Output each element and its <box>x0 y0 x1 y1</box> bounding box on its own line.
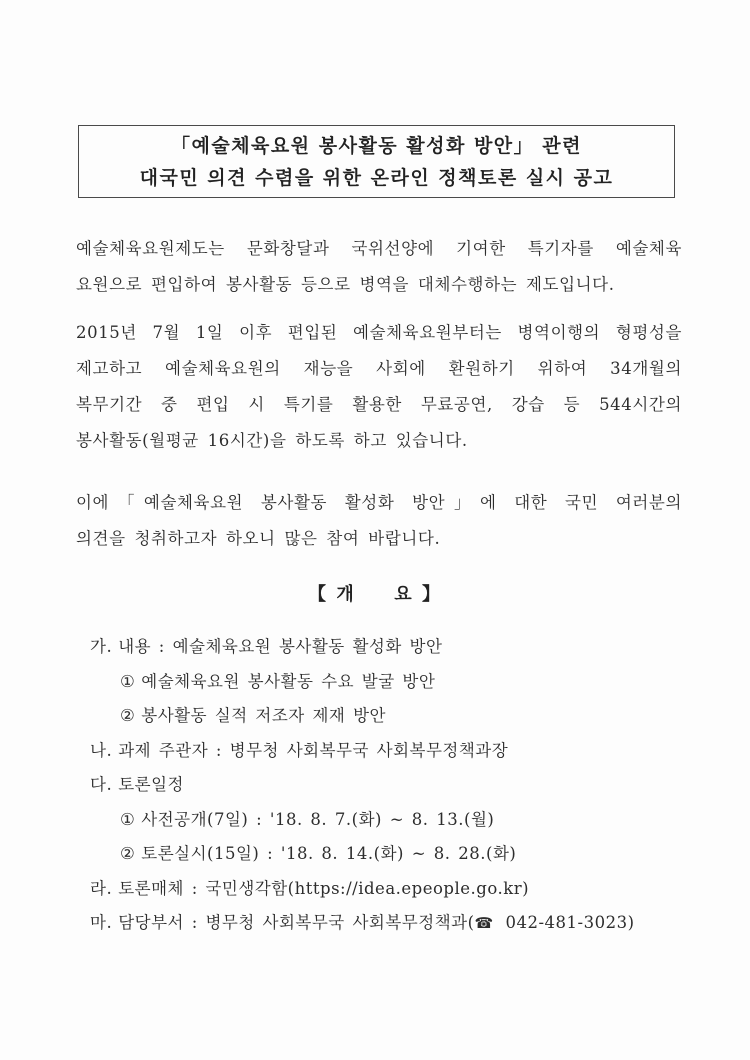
item-text: 사전공개(7일) : '18. 8. 7.(화) ~ 8. 13.(월) <box>141 809 495 829</box>
bracket-open: 【 <box>308 584 329 605</box>
paragraph-service-policy <box>76 315 682 459</box>
telephone-icon: ☎ <box>474 914 494 932</box>
item-text: 토론일정 <box>118 775 184 794</box>
list-item-organizer <box>90 734 710 769</box>
overview-list <box>90 630 710 941</box>
item-marker: 다. <box>90 775 113 794</box>
item-text: 내용 : 예술체육요원 봉사활동 활성화 방안 <box>118 637 443 656</box>
item-marker: ② <box>120 706 136 725</box>
item-text: 토론실시(15일) : '18. 8. 14.(화) ~ 8. 28.(화) <box>141 844 517 863</box>
list-subitem <box>90 837 710 872</box>
title-line-1: 「예술체육요원 봉사활동 활성화 방안」 관련 <box>171 134 582 157</box>
bracket-close: 】 <box>421 584 442 605</box>
item-text: 봉사활동 실적 저조자 제재 방안 <box>141 706 386 725</box>
list-subitem <box>90 699 710 734</box>
list-subitem <box>90 665 710 700</box>
paragraph-line: 예술체육요원제도는 문화창달과 국위선양에 기여한 특기자를 예술체육 <box>76 239 682 258</box>
list-subitem <box>90 803 710 838</box>
item-marker: ① <box>120 809 136 829</box>
paragraph-line: 봉사활동(월평균 16시간)을 하도록 하고 있습니다. <box>76 431 468 450</box>
list-item-content <box>90 630 710 665</box>
title-box <box>78 125 675 198</box>
paragraph-invitation <box>76 485 682 557</box>
list-item-department <box>90 906 710 941</box>
item-text: 예술체육요원 봉사활동 수요 발굴 방안 <box>141 671 436 691</box>
paragraph-line: 제고하고 예술체육요원의 재능을 사회에 환원하기 위하여 34개월의 <box>76 359 682 378</box>
section-heading-overview <box>0 580 750 606</box>
item-text: 과제 주관자 : 병무청 사회복무국 사회복무정책과장 <box>118 740 509 760</box>
item-text: 토론매체 : 국민생각함(https://idea.epeople.go.kr) <box>118 878 530 898</box>
heading-word: 요 <box>394 584 414 605</box>
title-line-2: 대국민 의견 수렴을 위한 온라인 정책토론 실시 공고 <box>139 166 614 189</box>
item-marker: ② <box>120 844 136 863</box>
phone-number: 042-481-3023) <box>497 913 635 932</box>
item-marker: 마. <box>90 913 113 932</box>
item-marker: 라. <box>90 878 113 898</box>
paragraph-line: 요원으로 편입하여 봉사활동 등으로 병역을 대체수행하는 제도입니다. <box>76 275 615 294</box>
list-item-medium <box>90 872 710 907</box>
paragraph-line: 2015년 7월 1일 이후 편입된 예술체육요원부터는 병역이행의 형평성을 <box>76 323 682 342</box>
item-marker: ① <box>120 671 136 691</box>
heading-word: 개 <box>336 584 356 605</box>
paragraph-line: 의견을 청취하고자 하오니 많은 참여 바랍니다. <box>76 529 441 548</box>
paragraph-line: 복무기간 중 편입 시 특기를 활용한 무료공연, 강습 등 544시간의 <box>76 395 682 414</box>
item-marker: 가. <box>90 637 113 656</box>
paragraph-line: 이에「예술체육요원 봉사활동 활성화 방안」에 대한 국민 여러분의 <box>76 493 682 512</box>
list-item-schedule <box>90 768 710 803</box>
paragraph-intro <box>76 231 682 303</box>
item-marker: 나. <box>90 740 113 760</box>
item-text: 담당부서 : 병무청 사회복무국 사회복무정책과( <box>118 913 475 932</box>
